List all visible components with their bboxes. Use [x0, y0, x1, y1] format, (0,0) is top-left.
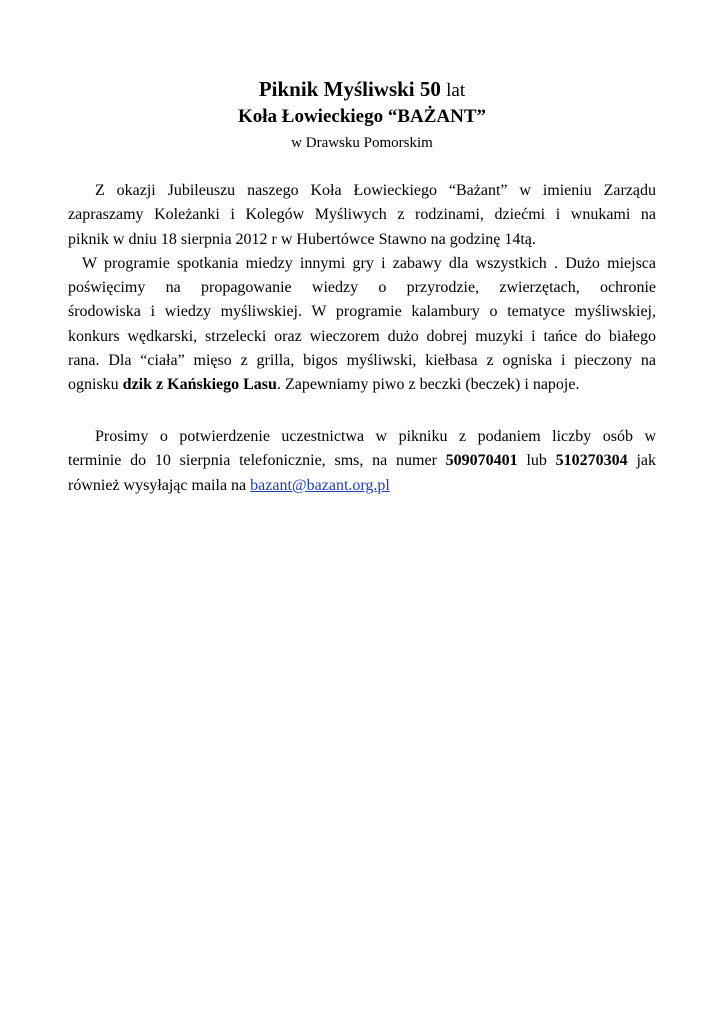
club-name-heading: Koła Łowieckiego “BAŻANT”	[237, 106, 487, 127]
highlight-dish: dzik z Kańskiego Lasu	[122, 376, 277, 394]
paragraph-line	[68, 425, 656, 449]
line-text: jak	[627, 452, 656, 470]
title-main-text: Piknik Myśliwski 50	[258, 77, 441, 101]
rsvp-paragraph	[68, 425, 656, 498]
paragraph-line: piknik w dniu 18 sierpnia 2012 r w Hubertówce Stawno na godzinę 14tą.	[68, 230, 536, 248]
line-text: również wysyłając maila na	[68, 476, 251, 494]
paragraph-line	[68, 179, 656, 203]
location-subtitle: w Drawsku Pomorskim	[291, 135, 433, 151]
paragraph-line: zapraszamy Koleżanki i Kolegów Myśliwych z rodzinami, dziećmi i wnukami na	[68, 206, 656, 224]
line-text: Prosimy o potwierdzenie uczestnictwa w pikniku z podaniem liczby osób w	[95, 428, 656, 445]
invitation-paragraph	[68, 179, 656, 398]
line-text: . Zapewniamy piwo z beczki (beczek) i napoje.	[276, 376, 580, 394]
paragraph-line: konkurs wędkarski, strzelecki oraz wieczorem dużo dobrej muzyki i tańce do białego	[68, 327, 656, 345]
email-link[interactable]: bazant@bazant.org.pl	[250, 476, 390, 494]
paragraph-line	[68, 474, 656, 498]
phone-number-2: 510270304	[555, 452, 628, 470]
line-text: W programie spotkania miedzy innymi gry i zabawy dla wszystkich . Dużo miejsca	[82, 254, 656, 272]
title-lat-text: lat	[446, 80, 466, 101]
phone-number-1: 509070401	[445, 452, 518, 470]
paragraph-line: poświęcimy na propagowanie wiedzy o przyrodzie, zwierzętach, ochronie	[68, 279, 656, 297]
line-text: terminie do 10 sierpnia telefonicznie, sms, na numer	[68, 452, 446, 470]
document-title	[0, 76, 724, 104]
paragraph-line: środowiska i wiedzy myśliwskiej. W programie kalambury o tematyce myśliwskiej,	[68, 303, 656, 321]
line-text: Z okazji Jubileuszu naszego Koła Łowieckiego “Bażant” w imieniu Zarządu	[95, 182, 656, 199]
paragraph-line	[68, 373, 656, 397]
paragraph-line: rana. Dla “ciała” mięso z grilla, bigos myśliwski, kiełbasa z ogniska i pieczony na	[68, 352, 656, 370]
line-text: ognisku	[68, 376, 123, 394]
paragraph-line	[68, 449, 656, 473]
line-text: lub	[517, 452, 556, 470]
paragraph-line	[68, 252, 656, 276]
